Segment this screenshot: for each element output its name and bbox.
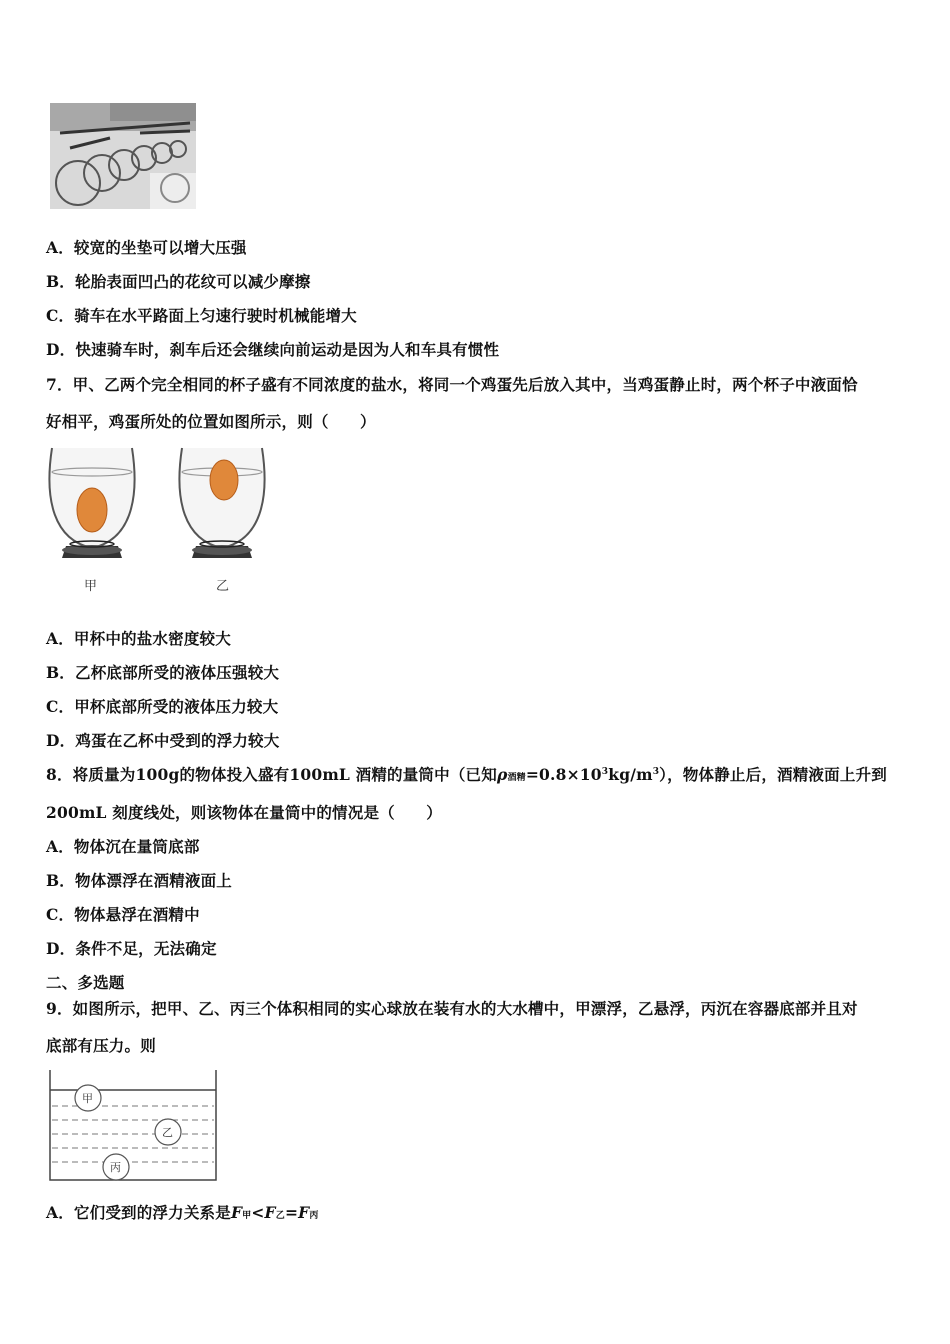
section-heading: 二、多选题 <box>46 973 125 992</box>
label-yi: 乙 <box>216 579 230 594</box>
q7-stem-line1: 7．甲、乙两个完全相同的杯子盛有不同浓度的盐水，将同一个鸡蛋先后放入其中，当鸡蛋静止时，两个杯子中液面恰 <box>46 375 858 394</box>
ball-label-yi: 乙 <box>162 1126 173 1139</box>
q8-option-b: B．物体漂浮在酒精液面上 <box>46 871 233 890</box>
q9-stem-line1: 9．如图所示，把甲、乙、丙三个体积相同的实心球放在装有水的大水槽中，甲漂浮，乙悬浮，丙沉在容器底部并且对 <box>46 999 858 1018</box>
cup-yi <box>179 448 264 558</box>
q8-option-a: A．物体沉在量筒底部 <box>46 837 200 856</box>
q7-option-a: A．甲杯中的盐水密度较大 <box>46 629 231 648</box>
q7-stem-line2: 好相平，鸡蛋所处的位置如图所示，则（ ） <box>46 412 376 431</box>
q9-stem-line2: 底部有压力。则 <box>46 1036 156 1055</box>
ball-label-bing: 丙 <box>110 1161 121 1174</box>
bicycle-photo <box>50 103 196 209</box>
q8-stem-line1: 8．将质量为100g的物体投入盛有100mL 酒精的量筒中（已知ρ酒精$=0.8\times 10^3kg/m^3$），物体静止后，酒精液面上升到 <box>46 765 887 784</box>
q8-option-d: D．条件不足，无法确定 <box>46 939 217 958</box>
label-jia: 甲 <box>84 579 98 594</box>
ball-label-jia: 甲 <box>82 1092 93 1105</box>
q6-option-b: B．轮胎表面凹凸的花纹可以减少摩擦 <box>46 272 311 291</box>
q6-option-d: D．快速骑车时，刹车后还会继续向前运动是因为人和车具有惯性 <box>46 340 500 359</box>
cup-jia <box>49 448 134 558</box>
q9-option-a: A．它们受到的浮力关系是F甲<F乙=F丙 <box>46 1203 319 1222</box>
q7-option-d: D．鸡蛋在乙杯中受到的浮力较大 <box>46 731 280 750</box>
q6-option-a: A．较宽的坐垫可以增大压强 <box>46 238 247 257</box>
q6-option-c: C．骑车在水平路面上匀速行驶时机械能增大 <box>46 306 357 325</box>
q7-option-c: C．甲杯底部所受的液体压力较大 <box>46 697 279 716</box>
q7-option-b: B．乙杯底部所受的液体压强较大 <box>46 663 280 682</box>
water-tank-figure <box>48 1068 220 1184</box>
q8-option-c: C．物体悬浮在酒精中 <box>46 905 200 924</box>
egg-cups-figure <box>44 440 284 590</box>
q8-stem-line2: 200mL 刻度线处，则该物体在量筒中的情况是（ ） <box>46 803 442 822</box>
